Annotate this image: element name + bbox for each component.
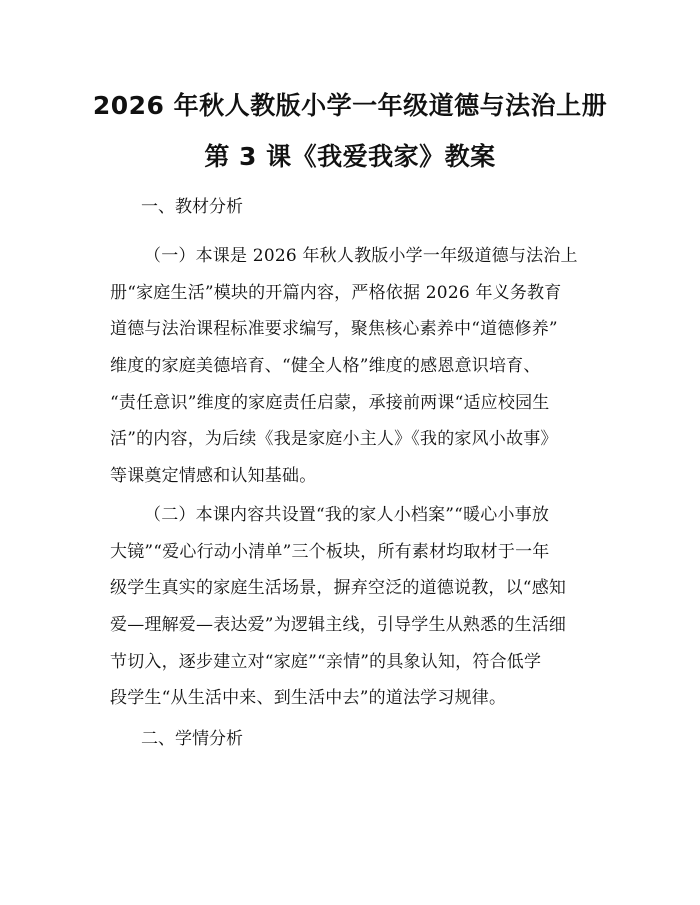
paragraph-line: （二）本课内容共设置“我的家人小档案”“暖心小事放 (144, 505, 550, 525)
paragraph-line: 等课奠定情感和认知基础。 (110, 466, 317, 487)
paragraph-line: 节切入，逐步建立对“家庭”“亲情”的具象认知，符合低学 (110, 651, 542, 672)
paragraph-textbook-analysis-1 (110, 238, 600, 495)
section-heading-learner-analysis: 二、学情分析 (141, 729, 243, 749)
paragraph-line: 维度的家庭美德培育、“健全人格”维度的感恩意识培育、 (110, 356, 541, 377)
paragraph-line: 道德与法治课程标准要求编写，聚焦核心素养中“道德修养” (110, 319, 558, 340)
paragraph-line: 活”的内容，为后续《我是家庭小主人》《我的家风小故事》 (110, 429, 558, 450)
paragraph-line: 段学生“从生活中来、到生活中去”的道法学习规律。 (110, 688, 507, 709)
paragraph-line: 册“家庭生活”模块的开篇内容，严格依据 2026 年义务教育 (110, 282, 562, 303)
paragraph-line: “责任意识”维度的家庭责任启蒙，承接前两课“适应校园生 (110, 392, 550, 413)
paragraph-line: 爱—理解爱—表达爱”为逻辑主线，引导学生从熟悉的生活细 (110, 615, 567, 636)
paragraph-line: 大镜”“爱心行动小清单”三个板块，所有素材均取材于一年 (110, 541, 550, 562)
document-title-line1: 2026 年秋人教版小学一年级道德与法治上册 (92, 91, 608, 120)
section-heading-textbook-analysis: 一、教材分析 (141, 197, 243, 217)
paragraph-textbook-analysis-2 (110, 497, 600, 717)
document-title-line2: 第 3 课《我爱我家》教案 (204, 142, 496, 171)
paragraph-line: （一）本课是 2026 年秋人教版小学一年级道德与法治上 (144, 246, 578, 266)
paragraph-line: 级学生真实的家庭生活场景，摒弃空泛的道德说教，以“感知 (110, 578, 567, 599)
